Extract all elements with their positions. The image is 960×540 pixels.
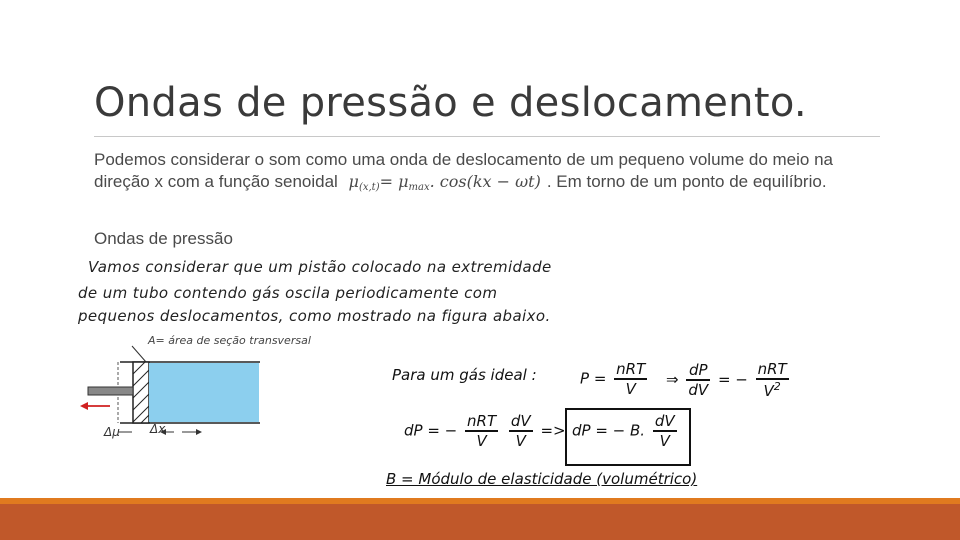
- handwritten-line-1: Vamos considerar que um pistão colocado na extremidade: [88, 258, 552, 276]
- slide-title: Ondas de pressão e deslocamento.: [94, 80, 807, 126]
- paragraph-text-after: . Em torno de um ponto de equilíbrio.: [546, 172, 827, 191]
- area-label: A= área de seção transversal: [148, 334, 311, 347]
- ideal-gas-intro: Para um gás ideal :: [392, 366, 537, 384]
- bulk-modulus-equation: dP = − B. $\frac{dV}{V}$: [572, 412, 675, 450]
- pressure-differential-equation: dP = − $\frac{\text{nRT}}{V}$ $\frac{dV}{V}$ =>: [404, 412, 566, 450]
- intro-paragraph: [94, 149, 884, 199]
- compressed-gas-region: [149, 363, 259, 422]
- displacement-equation: μ(x,t)= μmax. cos(kx − ωt): [348, 172, 541, 193]
- piston-rod: [88, 387, 133, 395]
- handwritten-line-3: pequenos deslocamentos, como mostrado na figura abaixo.: [78, 307, 551, 325]
- footer-bar: [0, 504, 960, 540]
- section-heading: Ondas de pressão: [94, 229, 233, 248]
- delta-mu-label: Δμ: [104, 425, 120, 439]
- delta-x-label: Δx: [150, 422, 166, 436]
- handwritten-line-2: de um tubo contendo gás oscila periodicamente com: [78, 284, 498, 302]
- bulk-modulus-definition: B = Módulo de elasticidade (volumétrico): [386, 470, 698, 488]
- area-pointer-line: [132, 346, 146, 362]
- ideal-gas-equation: P = $\frac{\text{nRT}}{V}$: [580, 360, 646, 398]
- title-divider: [94, 136, 880, 137]
- piston-diagram: [70, 340, 290, 440]
- derivative-equation: ⇒ $\frac{dP}{dV}$ = − $\frac{\text{nRT}}{V^2}$: [666, 360, 787, 400]
- motion-arrow-head: [80, 402, 88, 410]
- paragraph-text-before: Podemos considerar o som como uma onda de deslocamento de um pequeno volume do meio na direção x com a função senoidal: [94, 150, 833, 191]
